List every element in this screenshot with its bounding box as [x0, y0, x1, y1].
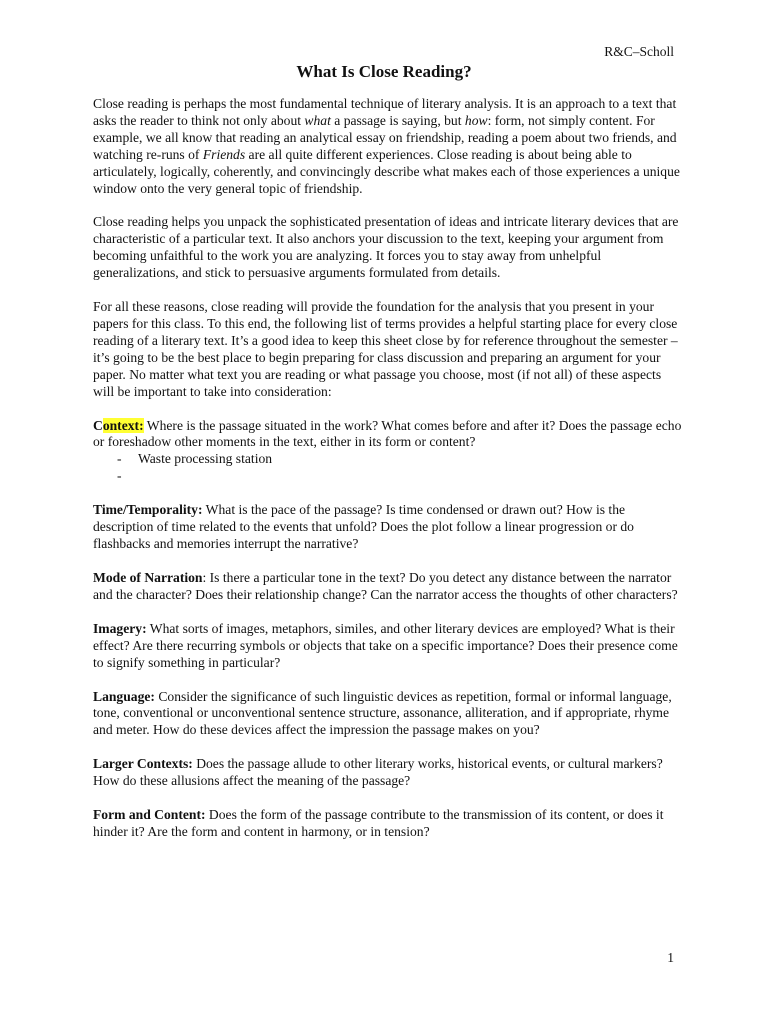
list-item — [93, 468, 683, 485]
emphasis-how: how — [464, 112, 488, 128]
intro-text: : form, not simply content. For example, we all know that reading an analytical essay on friendship, reading a poem about two friends, and watching re-runs of — [93, 112, 677, 162]
intro-text: are all quite different experiences. Close reading is about being able to articulately, logically, coherently, and convincingly describe what makes each of those experiences a unique window onto the very general topic of friendship. — [93, 146, 680, 196]
emphasis-friends: Friends — [202, 146, 246, 162]
intro-text: Close reading is perhaps the most fundamental technique of literary analysis. It is an approach to a text that asks the reader to think not only about — [93, 96, 677, 128]
section-term: Time/Temporality: — [93, 502, 203, 518]
bullet-dash: - — [117, 451, 122, 467]
section-language — [93, 689, 683, 740]
section-text: Consider the significance of such linguistic devices as repetition, formal or informal language, tone, conventional or unconventional sentence structure, assonance, alliteration, and if appropriate, rhyme and meter. How do these devices affect the impression the passage makes on you? — [93, 688, 672, 738]
intro-paragraph-1 — [93, 96, 683, 197]
section-time-temporality — [93, 502, 683, 553]
highlighted-term: ontext: — [102, 417, 144, 433]
list-item — [93, 451, 683, 468]
page-title: What Is Close Reading? — [296, 62, 472, 81]
intro-text: a passage is saying, but — [330, 112, 465, 128]
section-text: Does the passage allude to other literary works, historical events, or cultural markers? How do these allusions affect the meaning of the passage? — [93, 756, 663, 789]
term-first-letter: C — [93, 417, 103, 433]
section-term: Language: — [93, 688, 155, 704]
section-term: Form and Content: — [93, 807, 206, 823]
section-text: What sorts of images, metaphors, similes, and other literary devices are employed? What is their effect? Are there recurring symbols or objects that take on a specific importance? Does their presence come to signify something in particular? — [93, 620, 678, 670]
intro-paragraph-2: Close reading helps you unpack the sophisticated presentation of ideas and intricate literary devices that are characteristic of a particular text. It also anchors your discussion to the text, keeping your argument from becoming unfaithful to the work you are analyzing. It forces you to stay away from unhelpful generalizations, and stick to persuasive arguments formulated from details. — [93, 214, 679, 281]
section-form-and-content — [93, 807, 683, 841]
context-bullet-list — [93, 451, 683, 485]
section-imagery — [93, 621, 683, 672]
page-number: 1 — [667, 950, 674, 965]
section-term: Mode of Narration — [93, 570, 203, 586]
list-item-text: Waste processing station — [138, 451, 273, 467]
section-context — [93, 418, 683, 486]
section-mode-of-narration — [93, 570, 683, 604]
emphasis-what: what — [304, 112, 331, 128]
intro-paragraph-3: For all these reasons, close reading will provide the foundation for the analysis that you present in your papers for this class. To this end, the following list of terms provides a helpful starting place for every close reading of a literary text. It’s a good idea to keep this sheet close by for reference throughout the semester – it’s going to be the best place to begin preparing for class discussion and preparing an argument for your paper. No matter what text you are reading or what passage you choose, most (if not all) of these aspects will be important to take into consideration: — [93, 299, 678, 399]
document-body — [93, 96, 683, 858]
section-text: Where is the passage situated in the work? What comes before and after it? Does the passage echo or foreshadow other moments in the text, either in its form or content? — [93, 417, 682, 450]
section-term: Imagery: — [93, 620, 147, 636]
section-term-context — [93, 418, 144, 433]
bullet-dash: - — [117, 468, 122, 484]
section-term: Larger Contexts: — [93, 756, 193, 772]
section-larger-contexts — [93, 756, 683, 790]
section-text: Does the form of the passage contribute to the transmission of its content, or does it hinder it? Are the form and content in harmony, or in tension? — [93, 807, 664, 839]
section-text: : Is there a particular tone in the text? Do you detect any distance between the narrator and the character? Does their relationship change? Can the narrator access the thoughts of other characters? — [93, 570, 678, 602]
section-text: What is the pace of the passage? Is time condensed or drawn out? How is the description of time related to the events that unfold? Does the plot follow a linear progression or do flashbacks and memories interrupt the narrative? — [93, 502, 634, 552]
course-header: R&C–Scholl — [604, 44, 674, 59]
